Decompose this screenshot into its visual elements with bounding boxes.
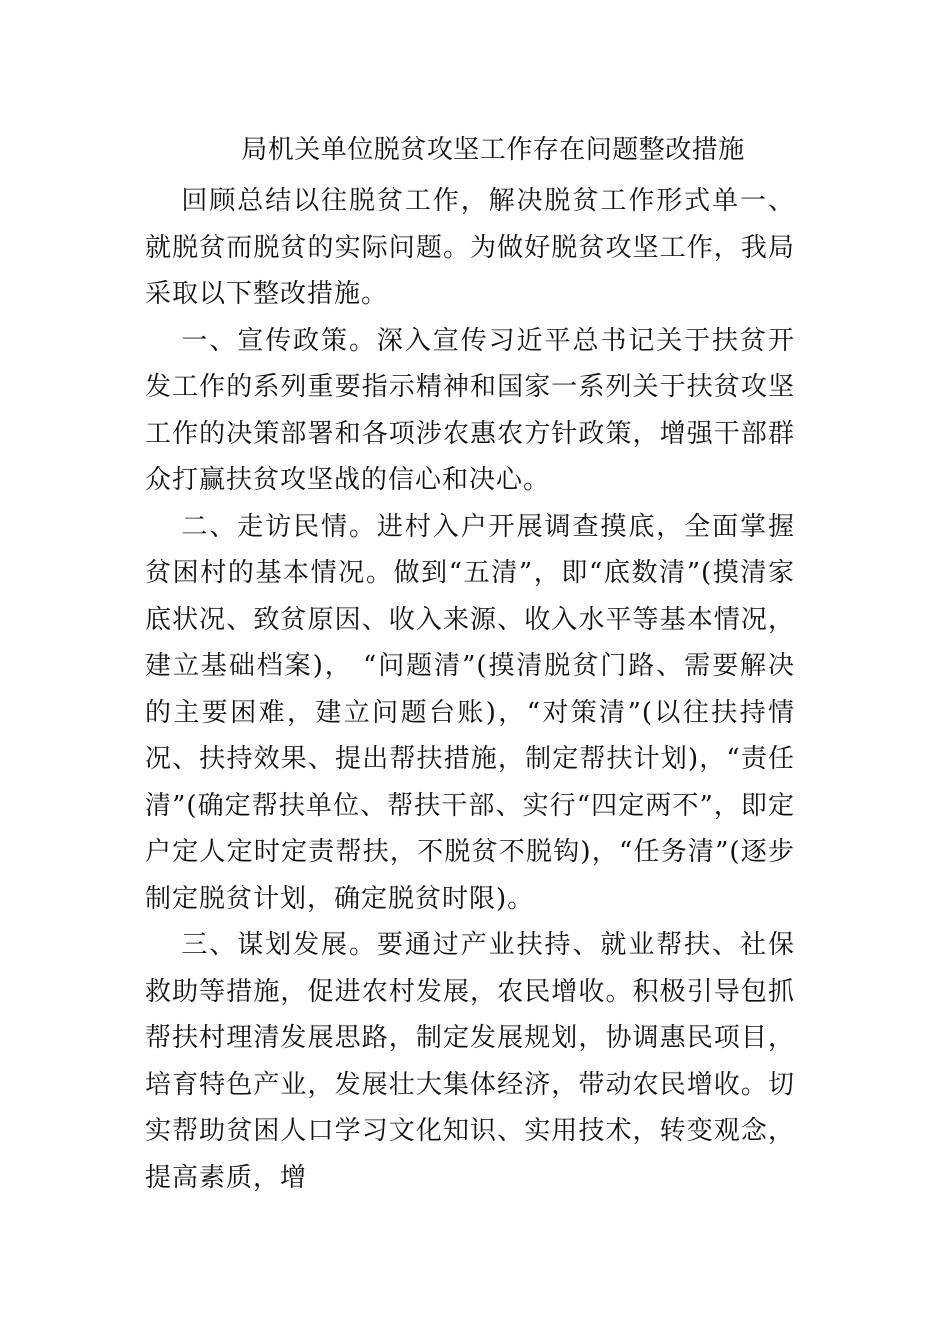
paragraph-intro: 回顾总结以往脱贫工作，解决脱贫工作形式单一、就脱贫而脱贫的实际问题。为做好脱贫攻坚工作，我局采取以下整改措施。 xyxy=(145,186,795,309)
document-title: 局机关单位脱贫攻坚工作存在问题整改措施 xyxy=(241,135,745,165)
paragraph-plan-development: 三、谋划发展。要通过产业扶持、就业帮扶、社保救助等措施，促进农村发展，农民增收。积极引导包抓帮扶村理清发展思路，制定发展规划，协调惠民项目，培育特色产业，发展壮大集体经济，带动农民增收。切实帮助贫困人口学习文化知识、实用技术，转变观念，提高素质，增 xyxy=(145,930,795,1193)
paragraph-publicize-policy: 一、宣传政策。深入宣传习近平总书记关于扶贫开发工作的系列重要指示精神和国家一系列关于扶贫攻坚工作的决策部署和各项涉农惠农方针政策，增强干部群众打赢扶贫攻坚战的信心和决心。 xyxy=(145,325,795,495)
paragraph-visit-households: 二、走访民情。进村入户开展调查摸底，全面掌握贫困村的基本情况。做到“五清”，即“底数清”(摸清家底状况、致贫原因、收入来源、收入水平等基本情况，建立基础档案)， “问题清”(摸清脱贫门路、需要解决的主要困难，建立问题台账)，“对策清”(以往扶持情况、扶持效果、提出帮扶措施，制定帮扶计划)，“责任清”(确定帮扶单位、帮扶干部、实行“四定两不”，即定户定人定时定责帮扶，不脱贫不脱钩)，“任务清”(逐步制定脱贫计划，确定脱贫时限)。 xyxy=(145,511,795,914)
document-body xyxy=(145,178,795,1201)
